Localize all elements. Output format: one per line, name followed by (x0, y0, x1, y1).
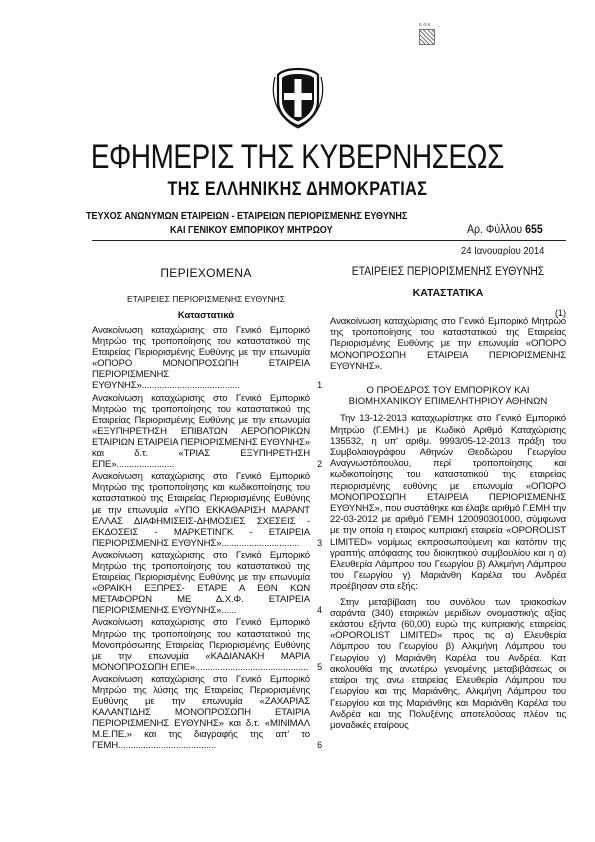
toc-entry-page: 2 (317, 459, 322, 470)
article-number: (1) (555, 308, 566, 318)
toc-entry-text: Ανακοίνωση καταχώρισης στο Γενικό Εμπορικό Μητρώο της τροποποίησης του καταστατικού της Εταιρείας Περιορισμένης Ευθύνης με την επωνυμία «ΟΠΟΡΟ ΜΟΝΟΠΡΟΣΩΠΗ ΕΤΑΙΡΕΙΑ ΠΕΡΙΟΡΙΣΜΕΝΗΣ ΕΥΘΥΝΗΣ»....................................... (92, 325, 310, 392)
issue-date: 24 Ιανουαρίου 2014 (461, 245, 545, 257)
stamp-text: Ε.Θ.Κ (419, 22, 432, 27)
toc-entry[interactable] (92, 674, 320, 752)
toc-entry-text: Ανακοίνωση καταχώρισης στο Γενικό Εμπορικό Μητρώο της τροποποίησης του καταστατικού της Εταιρείας Περιορισμένης Ευθύνης με την επωνυμία «ΘΡΑΙΚΗ ΕΞΠΡΕΣ- ΕΤΑΡΕ Α ΕΘΝ ΚΩΝ ΜΕΤΑΦΟΡΩΝ ΜΕ Δ.Χ.Φ. ΕΤΑΙΡΕΙΑ ΠΕΡΙΟΡΙΣΜΕΝΗΣ ΕΥΘΥΝΗΣ»...... (92, 549, 310, 617)
toc-entry-page: 3 (317, 537, 322, 548)
toc-entry[interactable] (92, 471, 320, 549)
authority-line-1: Ο ΠΡΟΕΔΡΟΣ ΤΟΥ ΕΜΠΟΡΙΚΟΥ ΚΑΙ (366, 385, 530, 397)
stamp-mark-icon (419, 29, 435, 45)
toc-entry-text: Ανακοίνωση καταχώρισης στο Γενικό Εμπορικό Μητρώο της τροποποίησης του καταστατικού της Μονοπρόσωπης Εταιρείας Περιορισμένης Ευθύνης με την επωνυμία «ΚΑΔΙΑΝΑΚΗ ΜΑΡΙΑ ΜΟΝΟΠΡΟΣΩΠΗ ΕΠΕ»............................................. (92, 617, 310, 673)
toc-entry-page: 5 (317, 661, 322, 672)
greek-coat-of-arms-icon (272, 65, 324, 129)
sheet-number (467, 222, 543, 236)
toc-entry-text: Ανακοίνωση καταχώρισης στο Γενικό Εμπορικό Μητρώο της τροποποίησης και κωδικοποίησης του καταστατικού της Εταιρείας Περιορισμένης Ευθύνης με την επωνυμία «ΥΠΟ ΕΚΚΑΘΑΡΙΣΗ ΜΑΡΑΝΤ ΕΛΛΑΣ ΔΙΑΦΗΜΙΣΕΙΣ-ΔΗΜΟΣΙΕΣ ΣΧΕΣΕΙΣ - ΕΚΔΟΣΕΙΣ - ΜΑΡΚΕΤΙΝΓΚ - ΕΤΑΙΡΕΙΑ ΠΕΡΙΟΡΙΣΜΕΝΗΣ ΕΥΘΥΝΗΣ»............................... (92, 471, 310, 549)
toc-entry[interactable] (92, 393, 320, 471)
toc-entry[interactable] (92, 325, 320, 392)
issue-type-line-1: ΤΕΥΧΟΣ ΑΝΩΝΥΜΩΝ ΕΤΑΙΡΕΙΩΝ - ΕΤΑΙΡΕΙΩΝ ΠΕΡΙΟΡΙΣΜΕΝΗΣ ΕΥΘΥΝΗΣ (86, 210, 408, 222)
sheet-label: Αρ. Φύλλου (467, 222, 523, 236)
article-paragraph-2: Στην μεταβίβαση του συνόλου των τριακοσίων σαράντα (340) εταιρικών μεριδίων ονομαστικής αξίας εκάστου εξήντα (60,00) ευρώ της κυπριακής εταιρείας «OPOROLIST LIMITED» προς τις α) Ελευθερία Λάμπρου του Γεωργίου β) Αλκμήνη Λάμπρου του Γεωργίου γ) Μαριάνθη Καρέλα του Ανδρέα. Κατ ακολουθία της ανωτέρω γενομένης μεταβιβάσεως οι εταίροι της ανω εταιρείας Ελευθερία Λάμπρου του Γεωργίου και της Μαριάνθης, Αλκμήνη Λάμπρου του Γεωργίου και της Μαριάνθης και Μαριάνθη Καρέλα του Ανδρέα και της Πολυξένης αποτελούσας πλέον τις μοναδικές εταίρους (330, 596, 566, 731)
toc-entry[interactable] (92, 550, 320, 617)
toc-title: ΠΕΡΙΕΧΟΜΕΝΑ (160, 266, 252, 280)
article-section-title: ΕΤΑΙΡΕΙΕΣ ΠΕΡΙΟΡΙΣΜΕΝΗΣ ΕΥΘΥΝΗΣ (351, 266, 545, 278)
toc-entry-text: Ανακοίνωση καταχώρισης στο Γενικό Εμπορικό Μητρώο της τροποποίησης του καταστατικού της Εταιρείας Περιορισμένης Ευθύνης με την επωνυμία «ΕΞΥΠΗΡΕΤΗΣΗ ΕΠΙΒΑΤΩΝ ΑΕΡΟΠΟΡΙΚΩΝ ΕΤΑΙΡΙΩΝ ΕΤΑΙΡΕΙΑ ΠΕΡΙΟΡΙΣΜΕΝΗΣ ΕΥΘΥΝΗΣ» και δ.τ. «ΤΡΙΑΣ ΕΞΥΠΗΡΕΤΗΣΗ ΕΠΕ»....................... (92, 392, 310, 471)
article-column (330, 266, 566, 731)
toc-entry-page: 4 (317, 605, 322, 616)
sheet-value: 655 (525, 222, 543, 236)
article-paragraph-1: Την 13-12-2013 καταχωρίστηκε στο Γενικό Εμπορικό Μητρώο (Γ.ΕΜΗ.) με Κωδικό Αριθμό Καταχώρισης 135532, η υπ' αριθμ. 9993/05-12-2013 πράξη του Συμβολαιογράφου Αθηνών Θεοδώρου Γεωργίου Αναγνωστόπουλου, περί τροποποίησης και κωδικοποίησης του καταστατικού της εταιρείας περιορισμένης ευθύνης με επωνυμία «ΟΠΟΡΟ ΜΟΝΟΠΡΟΣΩΠΗ ΕΤΑΙΡΕΙΑ ΠΕΡΙΟΡΙΣΜΕΝΗΣ ΕΥΘΥΝΗΣ», που συστάθηκε και έλαβε αριθμό Γ.ΕΜΗ την 22-03-2012 με αριθμό ΓΕΜΗ 120090301000, σύμφωνα με την οποία η εταιρος κυπριακή εταιρεία «OPOROLIST LIMITED» νομίμως εκπροσωπούμενη και κατόπιν της γραπτής απόφασης του διοικητικού συμβουλίου και η α) Ελευθερία Λάμπρου του Γεωργίου β) Αλκμήνη Λάμπρου του Γεωργίου γ) Μαριάνθη Καρέλα του Ανδρέα προέβησαν στα εξής: (330, 413, 566, 593)
toc-subsection: Καταστατικά (177, 310, 235, 321)
table-of-contents (92, 266, 320, 753)
newspaper-subtitle: ΤΗΣ ΕΛΛΗΝΙΚΗΣ ΔΗΜΟΚΡΑΤΙΑΣ (167, 179, 428, 200)
toc-section: ΕΤΑΙΡΕΙΕΣ ΠΕΡΙΟΡΙΣΜΕΝΗΣ ΕΥΘΥΝΗΣ (126, 294, 286, 304)
toc-entry-text: Ανακοίνωση καταχώρισης στο Γενικό Εμπορικό Μητρώο της λύσης της Εταιρείας Περιορισμένης Ευθύνης με την επωνυμία «ΖΑΧΑΡΙΑΣ ΚΑΛΑΝΤΙΔΗΣ ΜΟΝΟΠΡΟΣΩΠΗ ΕΤΑΙΡΙΑ ΠΕΡΙΟΡΙΣΜΕΝΗΣ ΕΥΘΥΝΗΣ» και δ.τ. «ΜΙΝΙΜΑΛ Μ.Ε.ΠΕ.» και της διαγραφής της απ' το ΓΕΜΗ....................................... (92, 673, 310, 752)
issuing-authority (330, 385, 566, 407)
digital-signature-stamp (419, 22, 459, 45)
header-divider (92, 240, 566, 241)
article-subsection-title: ΚΑΤΑΣΤΑΤΙΚΑ (412, 287, 484, 299)
issue-type-line-2: ΚΑΙ ΓΕΝΙΚΟΥ ΕΜΠΟΡΙΚΟΥ ΜΗΤΡΩΟΥ (170, 224, 333, 236)
toc-entry[interactable] (92, 617, 320, 672)
newspaper-title: ΕΦΗΜΕΡΙΣ ΤΗΣ ΚΥΒΕΡΝΗΣΕΩΣ (90, 138, 504, 176)
toc-entry-page: 1 (317, 380, 322, 391)
toc-entry-page: 6 (317, 740, 322, 751)
authority-line-2: ΒΙΟΜΗΧΑΝΙΚΟΥ ΕΠΙΜΕΛΗΤΗΡΙΟΥ ΑΘΗΝΩΝ (348, 396, 548, 408)
article-intro: Ανακοίνωση καταχώρισης στο Γενικό Εμπορικό Μητρώο της τροποποίησης του καταστατικού της Εταιρείας Περιορισμένης Ευθύνης με την επωνυμία «ΟΠΟΡΟ ΜΟΝΟΠΡΟΣΩΠΗ ΕΤΑΙΡΕΙΑ ΠΕΡΙΟΡΙΣΜΕΝΗΣ ΕΥΘΥΝΗΣ». (330, 316, 566, 372)
